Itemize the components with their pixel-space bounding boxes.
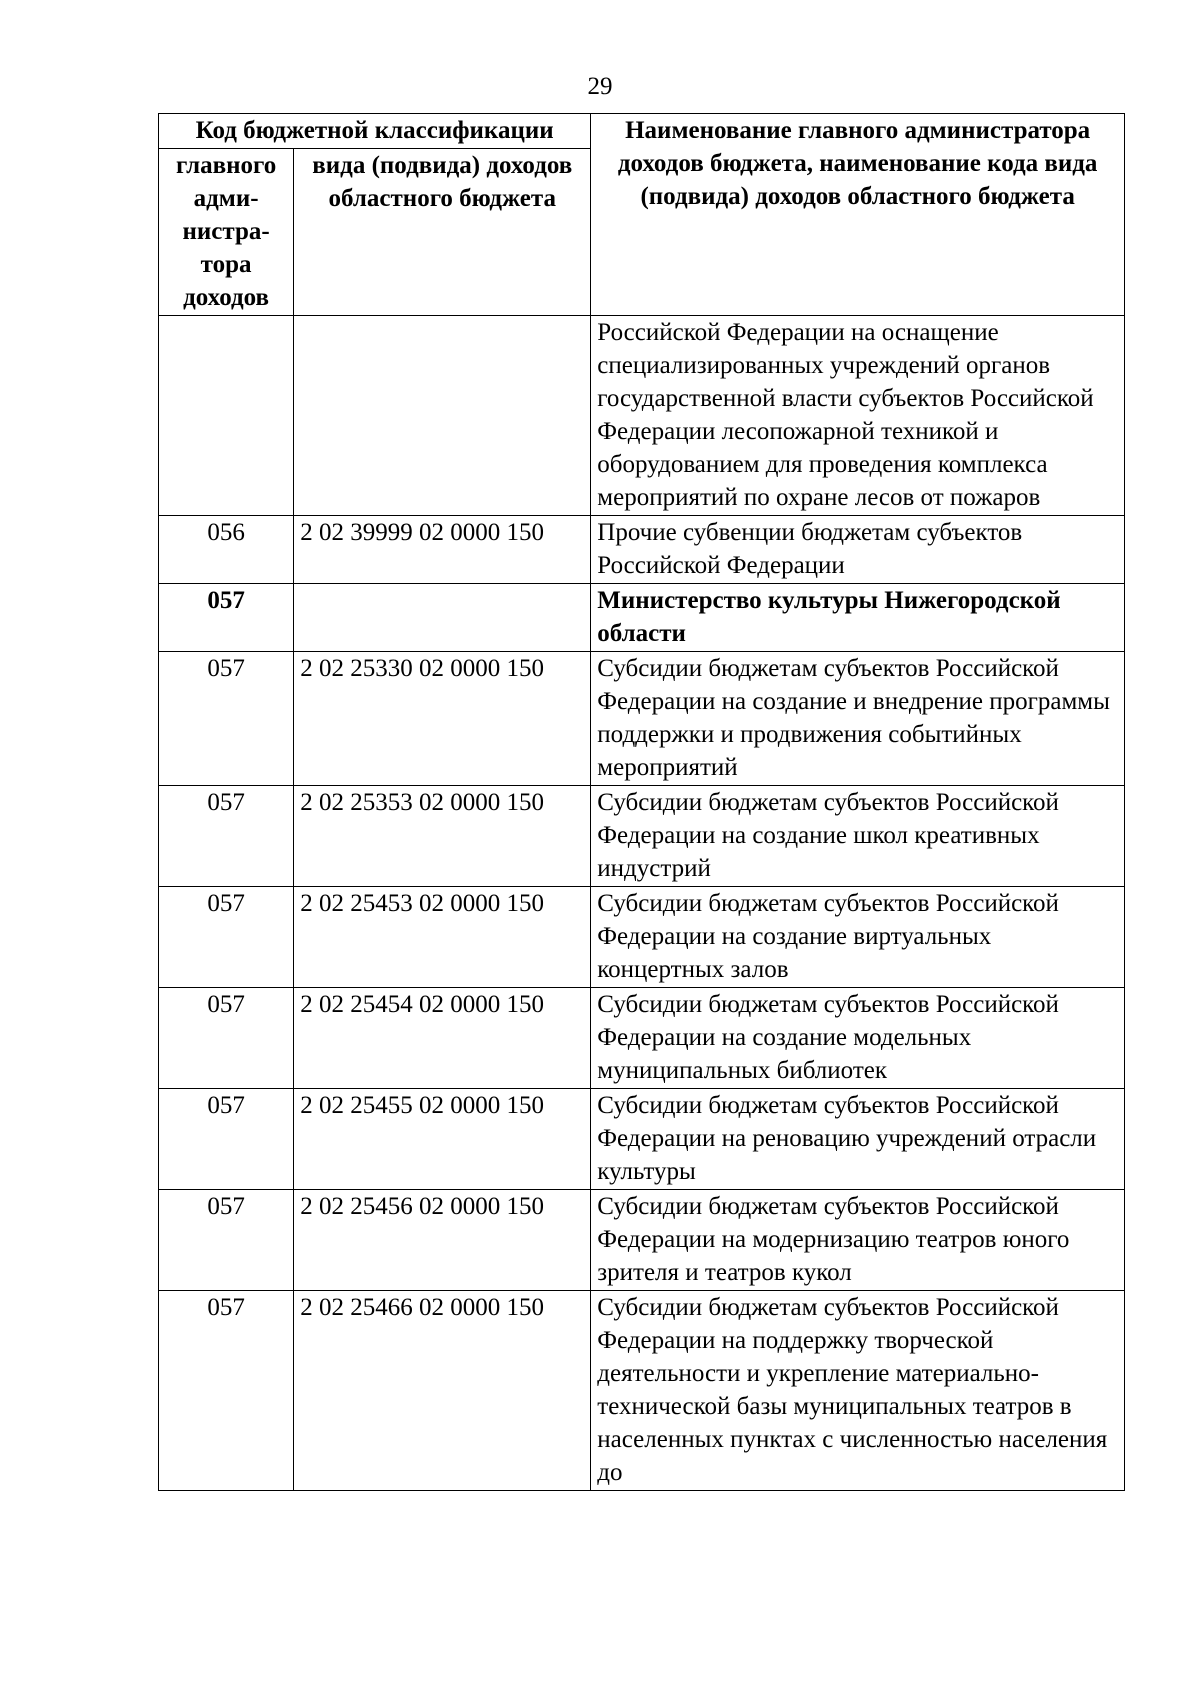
table-row bbox=[159, 1089, 1125, 1190]
admin-code-cell bbox=[159, 316, 294, 516]
admin-code-cell: 056 bbox=[159, 516, 294, 584]
revenue-code-cell: 2 02 25330 02 0000 150 bbox=[294, 652, 591, 786]
header-code-column: вида (подвида) доходов областного бюджета bbox=[294, 149, 591, 316]
revenue-name-cell: Министерство культуры Нижегородской области bbox=[591, 584, 1125, 652]
admin-code-cell: 057 bbox=[159, 887, 294, 988]
revenue-name-cell: Прочие субвенции бюджетам субъектов Российской Федерации bbox=[591, 516, 1125, 584]
admin-code-cell: 057 bbox=[159, 1291, 294, 1491]
revenue-name-cell: Субсидии бюджетам субъектов Российской Федерации на поддержку творческой деятельности и укрепление материально-технической базы муниципальных театров в населенных пунктах с численностью населения до bbox=[591, 1291, 1125, 1491]
table-row bbox=[159, 1291, 1125, 1491]
revenue-name-cell: Субсидии бюджетам субъектов Российской Федерации на создание модельных муниципальных библиотек bbox=[591, 988, 1125, 1089]
revenue-name-cell: Субсидии бюджетам субъектов Российской Федерации на реновацию учреждений отрасли культуры bbox=[591, 1089, 1125, 1190]
table-row bbox=[159, 652, 1125, 786]
admin-code-cell: 057 bbox=[159, 652, 294, 786]
admin-code-cell: 057 bbox=[159, 584, 294, 652]
revenue-code-cell: 2 02 25353 02 0000 150 bbox=[294, 786, 591, 887]
table-body bbox=[159, 316, 1125, 1491]
admin-code-cell: 057 bbox=[159, 988, 294, 1089]
table-row bbox=[159, 584, 1125, 652]
revenue-code-cell: 2 02 39999 02 0000 150 bbox=[294, 516, 591, 584]
revenue-code-cell bbox=[294, 316, 591, 516]
revenue-name-cell: Российской Федерации на оснащение специализированных учреждений органов государственной власти субъектов Российской Федерации лесопожарной техникой и оборудованием для проведения комплекса мероприятий по охране лесов от пожаров bbox=[591, 316, 1125, 516]
revenue-code-cell: 2 02 25466 02 0000 150 bbox=[294, 1291, 591, 1491]
header-classification-code: Код бюджетной классификации bbox=[159, 114, 591, 149]
table-row bbox=[159, 316, 1125, 516]
revenue-code-cell: 2 02 25454 02 0000 150 bbox=[294, 988, 591, 1089]
revenue-code-cell: 2 02 25453 02 0000 150 bbox=[294, 887, 591, 988]
revenue-name-cell: Субсидии бюджетам субъектов Российской Федерации на создание и внедрение программы поддержки и продвижения событийных мероприятий bbox=[591, 652, 1125, 786]
header-name-column: Наименование главного администратора доходов бюджета, наименование кода вида (подвида) доходов областного бюджета bbox=[591, 114, 1125, 316]
revenue-classification-table bbox=[158, 113, 1125, 1491]
page-number: 29 bbox=[587, 73, 613, 100]
table-row bbox=[159, 786, 1125, 887]
table-row bbox=[159, 988, 1125, 1089]
revenue-code-cell: 2 02 25456 02 0000 150 bbox=[294, 1190, 591, 1291]
revenue-name-cell: Субсидии бюджетам субъектов Российской Федерации на создание школ креативных индустрий bbox=[591, 786, 1125, 887]
admin-code-cell: 057 bbox=[159, 1190, 294, 1291]
revenue-code-cell: 2 02 25455 02 0000 150 bbox=[294, 1089, 591, 1190]
revenue-name-cell: Субсидии бюджетам субъектов Российской Федерации на создание виртуальных концертных залов bbox=[591, 887, 1125, 988]
revenue-name-cell: Субсидии бюджетам субъектов Российской Федерации на модернизацию театров юного зрителя и театров кукол bbox=[591, 1190, 1125, 1291]
table-row bbox=[159, 516, 1125, 584]
table-row bbox=[159, 1190, 1125, 1291]
table-row bbox=[159, 887, 1125, 988]
admin-code-cell: 057 bbox=[159, 786, 294, 887]
header-admin-column: главного адми-нистра-тора доходов bbox=[159, 149, 294, 316]
admin-code-cell: 057 bbox=[159, 1089, 294, 1190]
revenue-code-cell bbox=[294, 584, 591, 652]
header-row-1 bbox=[159, 114, 1125, 149]
